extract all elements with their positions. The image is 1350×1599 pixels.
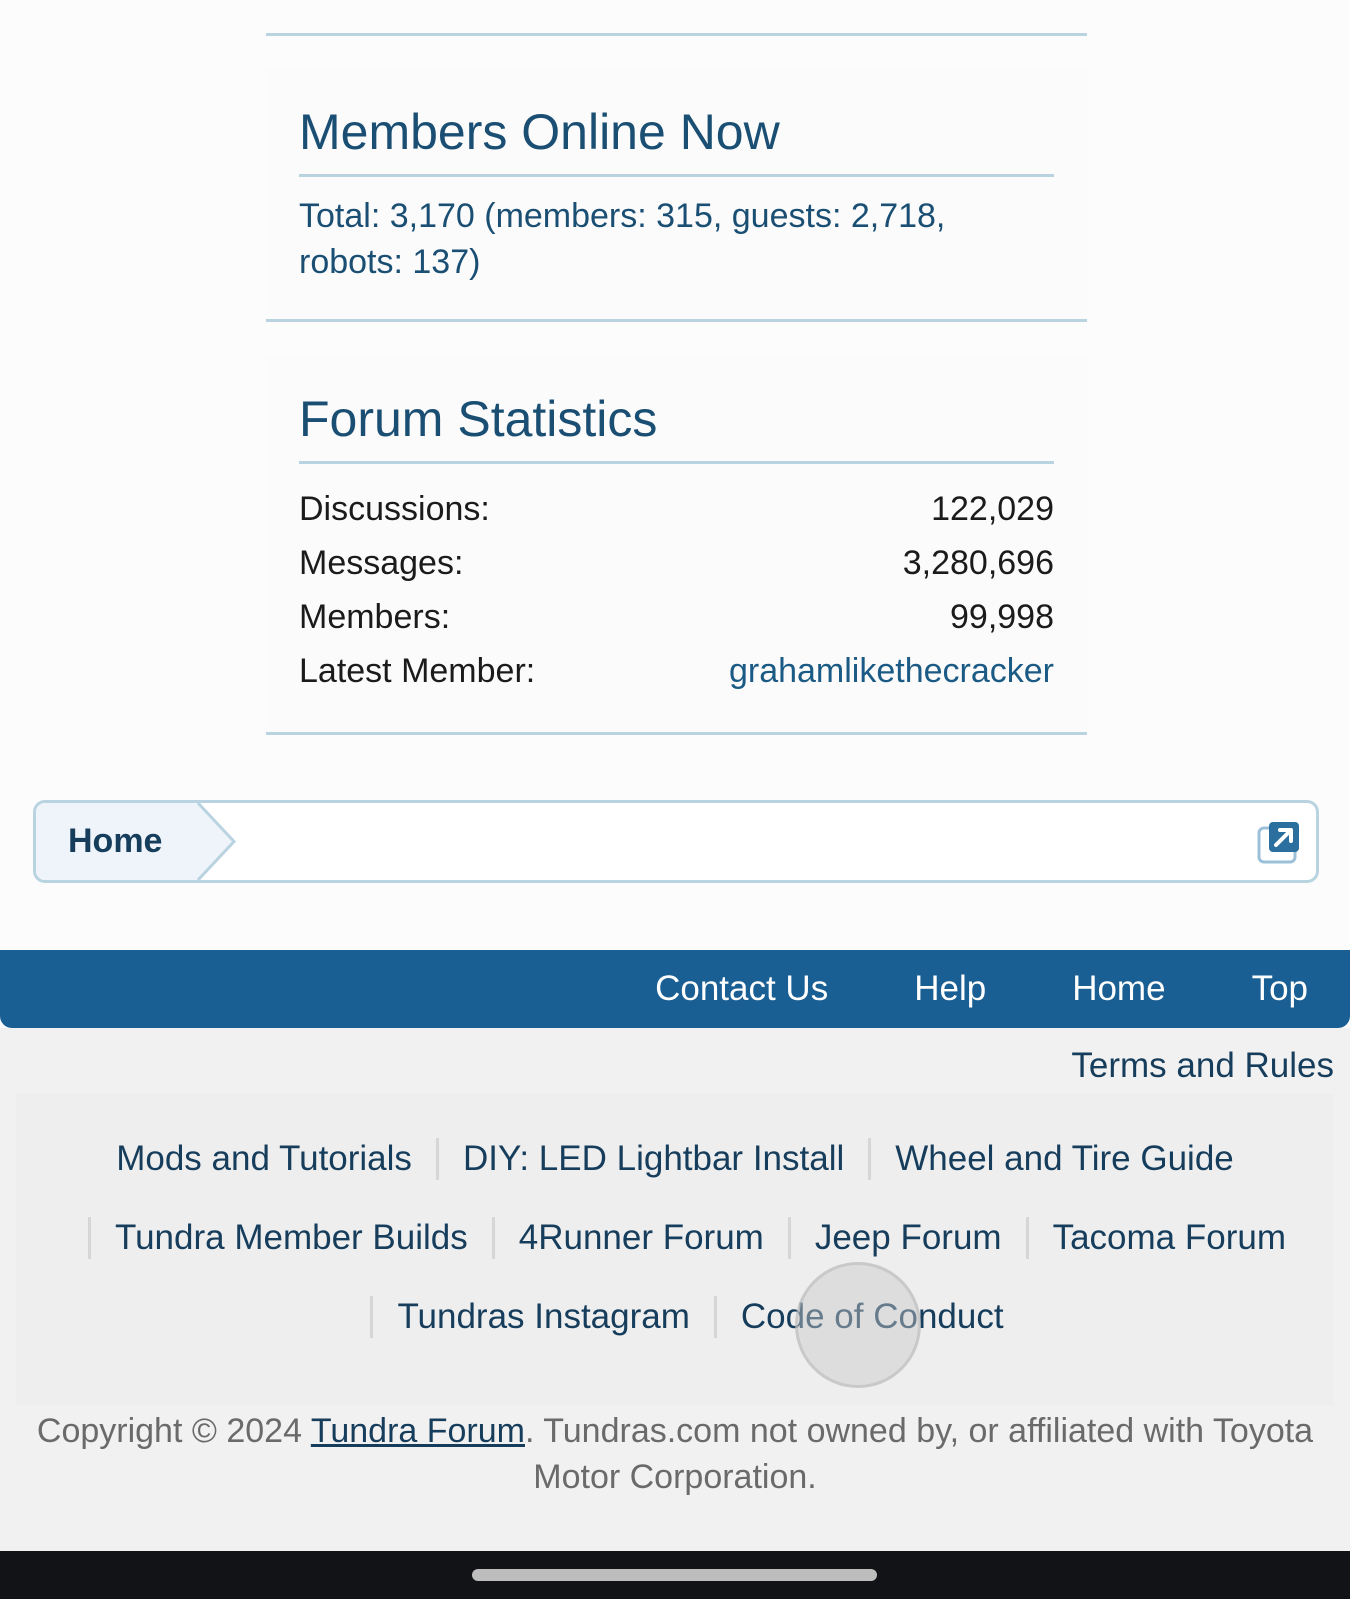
copyright-prefix: Copyright © 2024 [36, 1412, 311, 1450]
stat-row-messages [299, 536, 1054, 590]
tundra-forum-link[interactable]: Tundra Forum [310, 1412, 525, 1450]
members-online-title: Members Online Now [299, 104, 1054, 177]
diy-led-lightbar-link[interactable]: DIY: LED Lightbar Install [462, 1139, 845, 1178]
stat-value: 99,998 [950, 597, 1054, 636]
forum-statistics-block [266, 355, 1087, 735]
forum-statistics-inner [266, 355, 1087, 732]
stat-value: 3,280,696 [902, 543, 1054, 582]
stat-label: Latest Member: [299, 651, 536, 690]
members-online-inner [266, 68, 1087, 319]
tundras-instagram-link[interactable]: Tundras Instagram [397, 1297, 690, 1336]
stat-row-members [299, 590, 1054, 644]
wheel-and-tire-guide-link[interactable]: Wheel and Tire Guide [895, 1139, 1234, 1178]
footer-links-box [16, 1094, 1334, 1406]
jeep-forum-link[interactable]: Jeep Forum [814, 1218, 1002, 1257]
tundra-member-builds-link[interactable]: Tundra Member Builds [115, 1218, 468, 1257]
section-divider [266, 732, 1087, 735]
stat-row-latest-member [299, 644, 1054, 698]
link-separator [714, 1296, 717, 1338]
code-of-conduct-link[interactable]: Code of Conduct [740, 1297, 1004, 1336]
section-divider [266, 319, 1087, 322]
breadcrumb [33, 800, 1319, 883]
stat-label: Members: [299, 597, 451, 636]
link-separator [788, 1217, 791, 1259]
latest-member-link[interactable]: grahamlikethecracker [728, 651, 1054, 690]
breadcrumb-chevron-icon [194, 803, 240, 880]
footer-home-link[interactable]: Home [1072, 969, 1166, 1008]
stat-row-discussions [299, 482, 1054, 536]
members-online-block [266, 68, 1087, 322]
4runner-forum-link[interactable]: 4Runner Forum [518, 1218, 764, 1257]
link-separator [1026, 1217, 1029, 1259]
members-online-summary: Total: 3,170 (members: 315, guests: 2,718, robots: 137) [299, 196, 946, 281]
system-navigation-bar [0, 1551, 1350, 1599]
home-gesture-handle[interactable] [472, 1569, 877, 1581]
footer-links-row-1 [16, 1138, 1334, 1180]
stat-value: 122,029 [931, 489, 1054, 528]
footer-help-link[interactable]: Help [914, 969, 987, 1008]
forum-statistics-title: Forum Statistics [299, 391, 1054, 464]
breadcrumb-home-link[interactable]: Home [36, 803, 198, 880]
footer-top-link[interactable]: Top [1251, 969, 1308, 1008]
stat-label: Messages: [299, 543, 464, 582]
link-separator [492, 1217, 495, 1259]
link-separator [88, 1217, 91, 1259]
footer-contact-us-link[interactable]: Contact Us [655, 969, 829, 1008]
link-separator [370, 1296, 373, 1338]
footer-links-row-2 [16, 1217, 1334, 1259]
tacoma-forum-link[interactable]: Tacoma Forum [1052, 1218, 1286, 1257]
section-divider [266, 33, 1087, 36]
copyright-suffix: . Tundras.com not owned by, or affiliated with Toyota Motor Corporation. [524, 1412, 1314, 1496]
mods-and-tutorials-link[interactable]: Mods and Tutorials [116, 1139, 412, 1178]
stat-label: Discussions: [299, 489, 490, 528]
forum-statistics-list [299, 464, 1054, 732]
link-separator [436, 1138, 439, 1180]
external-jump-icon[interactable] [1256, 819, 1302, 865]
link-separator [868, 1138, 871, 1180]
footer-links-row-3 [16, 1296, 1334, 1338]
footer-nav-bar [0, 950, 1350, 1028]
terms-and-rules-link[interactable]: Terms and Rules [1071, 1046, 1334, 1085]
copyright-text [30, 1408, 1320, 1500]
